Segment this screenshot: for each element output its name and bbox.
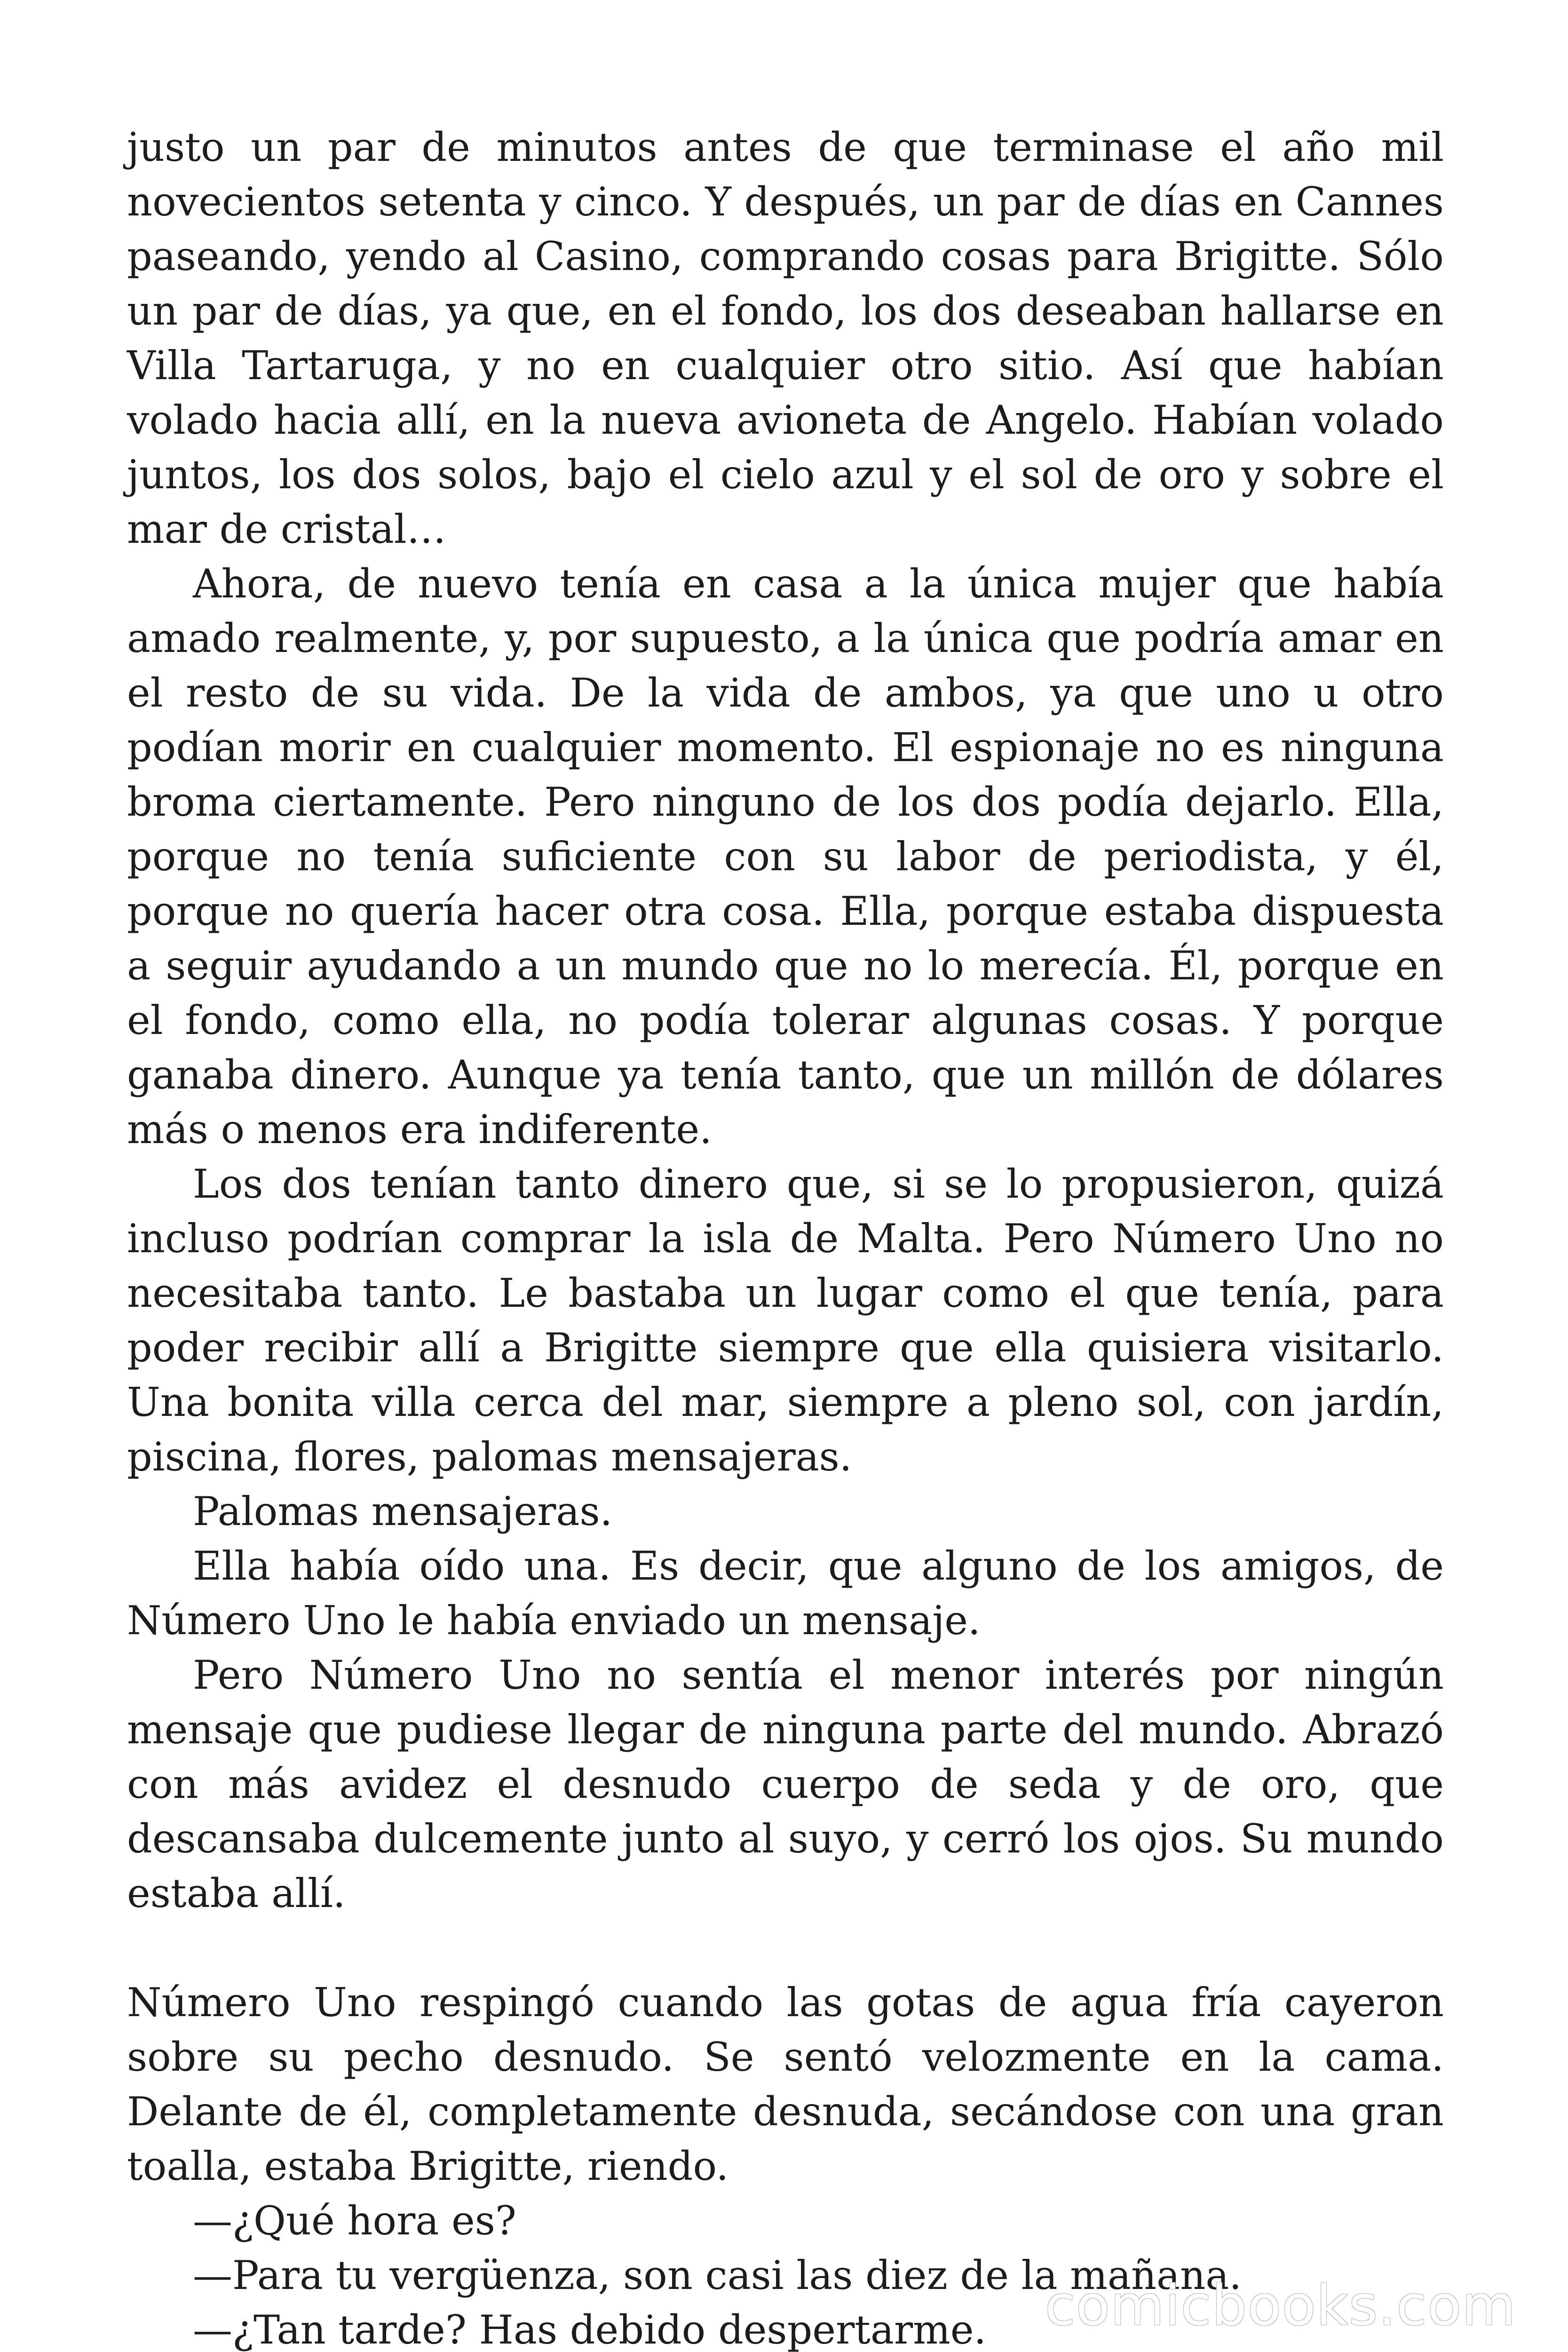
paragraph: Ahora, de nuevo tenía en casa a la única mujer que había amado realmente, y, por supuesto, a la única que podría amar en el resto de su vida. De la vida de ambos, ya que uno u otro podían morir en cualquier momento. El espionaje no es ninguna broma ciertamente. Pero ninguno de los dos podía dejarlo. Ella, porque no tenía suficiente con su labor de periodista, y él, porque no quería hacer otra cosa. Ella, porque estaba dispuesta a seguir ayudando a un mundo que no lo merecía. Él, porque en el fondo, como ella, no podía tolerar algunas cosas. Y porque ganaba dinero. Aunque ya tenía tanto, que un millón de dólares más o menos era indiferente. bbox=[127, 561, 1444, 1152]
dialogue-line: —Para tu vergüenza, son casi las diez de la mañana. bbox=[193, 2252, 1242, 2298]
page-body bbox=[127, 120, 1444, 2352]
paragraph: Palomas mensajeras. bbox=[193, 1488, 613, 1534]
watermark: comicbooks.com bbox=[1045, 2273, 1516, 2338]
dialogue-line: —¿Qué hora es? bbox=[193, 2198, 516, 2244]
paragraph: Ella había oído una. Es decir, que alguno de los amigos, de Número Uno le había enviado un mensaje. bbox=[127, 1543, 1444, 1644]
paragraph: Los dos tenían tanto dinero que, si se lo propusieron, quizá incluso podrían comprar la isla de Malta. Pero Número Uno no necesitaba tanto. Le bastaba un lugar como el que tenía, para poder recibir allí a Brigitte siempre que ella quisiera visitarlo. Una bonita villa cerca del mar, siempre a pleno sol, con jardín, piscina, flores, palomas mensajeras. bbox=[127, 1161, 1444, 1480]
paragraph: justo un par de minutos antes de que terminase el año mil novecientos setenta y cinco. Y después, un par de días en Cannes paseando, yendo al Casino, comprando cosas para Brigitte. Sólo un par de días, ya que, en el fondo, los dos deseaban hallarse en Villa Tartaruga, y no en cualquier otro sitio. Así que habían volado hacia allí, en la nueva avioneta de Angelo. Habían volado juntos, los dos solos, bajo el cielo azul y el sol de oro y sobre el mar de cristal… bbox=[127, 124, 1444, 552]
paragraph: Número Uno respingó cuando las gotas de agua fría cayeron sobre su pecho desnudo. Se sentó velozmente en la cama. Delante de él, completamente desnuda, secándose con una gran toalla, estaba Brigitte, riendo. bbox=[127, 1979, 1444, 2189]
section-break bbox=[127, 1921, 1444, 1975]
dialogue-line: —¿Tan tarde? Has debido despertarme. bbox=[193, 2307, 987, 2352]
paragraph: Pero Número Uno no sentía el menor interés por ningún mensaje que pudiese llegar de ninguna parte del mundo. Abrazó con más avidez el desnudo cuerpo de seda y de oro, que descansaba dulcemente junto al suyo, y cerró los ojos. Su mundo estaba allí. bbox=[127, 1652, 1444, 1916]
